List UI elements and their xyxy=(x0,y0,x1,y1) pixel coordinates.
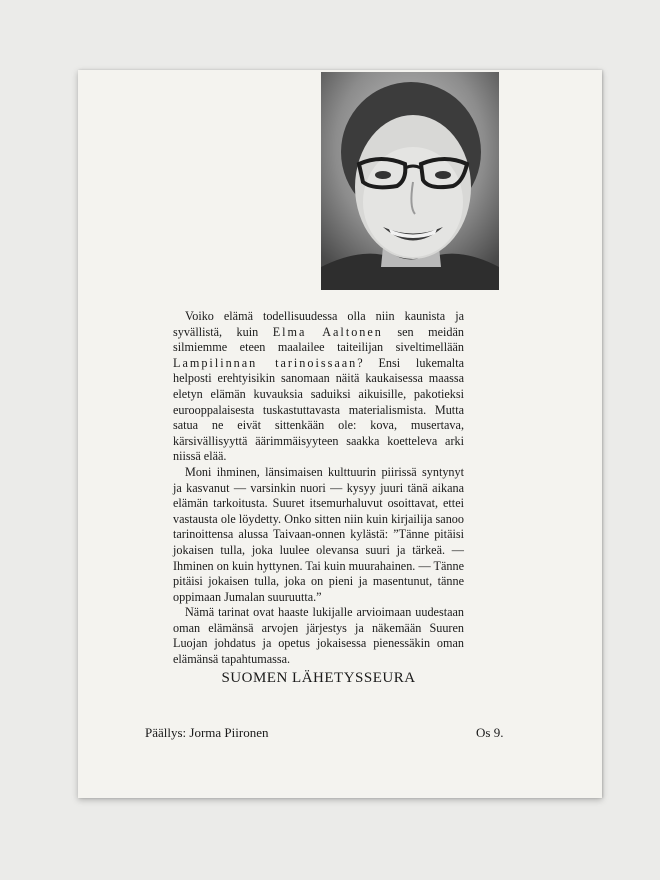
blurb-text xyxy=(173,309,464,668)
cover-credit: Päällys: Jorma Piironen xyxy=(145,725,269,740)
blurb-paragraph-1 xyxy=(173,309,464,465)
series-code: Os 9. xyxy=(476,725,504,740)
blurb-p1-end: ? Ensi lukemalta helposti erehtyisikin sanomaan näitä kaukaisessa maassa eletyn elämän kuvauksia saduiksi aikuisille, pakotieksi eurooppalaisesta tuskastuttavasta materialismista. Mutta satua ne eivät sittenkään ole: kova, musertava, kärsivällisyyttä äärimmäisyyteen saakka koetteleva arki niissä elää. xyxy=(173,355,464,464)
blurb-p1-start: Voiko elämä todellisuudessa olla niin kaunista ja syvällistä, kuin xyxy=(173,309,464,339)
author-portrait-icon xyxy=(321,72,499,290)
blurb-p1-middle: sen meidän silmiemme eteen maalailee taiteilijan siveltimellään xyxy=(173,324,464,355)
blurb-paragraph-3: Nämä tarinat ovat haaste lukijalle arvioimaan uudestaan oman elämänsä arvojen järjestys ja näkemään Suuren Luojan johdatus ja opetus jokaisessa pienessäkin oman elämänsä tapahtumassa. xyxy=(173,605,464,667)
book-title: Lampilinnan tarinoissaan xyxy=(173,355,358,370)
publisher-name: SUOMEN LÄHETYSSEURA xyxy=(221,670,416,686)
author-name: Elma Aaltonen xyxy=(272,324,383,339)
blurb-paragraph-2: Moni ihminen, länsimaisen kulttuurin piirissä syntynyt ja kasvanut — varsinkin nuori — kysyy juuri tänä aikana elämän tarkoitusta. Suuret itsemurhaluvut osoittavat, ettei vastausta ole löydetty. Onko sitten niin kuin kirjailija sanoo tarinoittensa alussa Taivaan-onnen kylästä: ”Tänne pitäisi jokaisen tulla, joka luulee olevansa suuri ja tärkeä. — Ihminen on kuin hyttynen. Tai kuin muurahainen. — Tänne pitäisi jokaisen tulla, joka on pieni ja masentunut, tänne oppimaan Jumalan suuruutta.” xyxy=(173,464,464,604)
back-cover xyxy=(78,70,602,798)
